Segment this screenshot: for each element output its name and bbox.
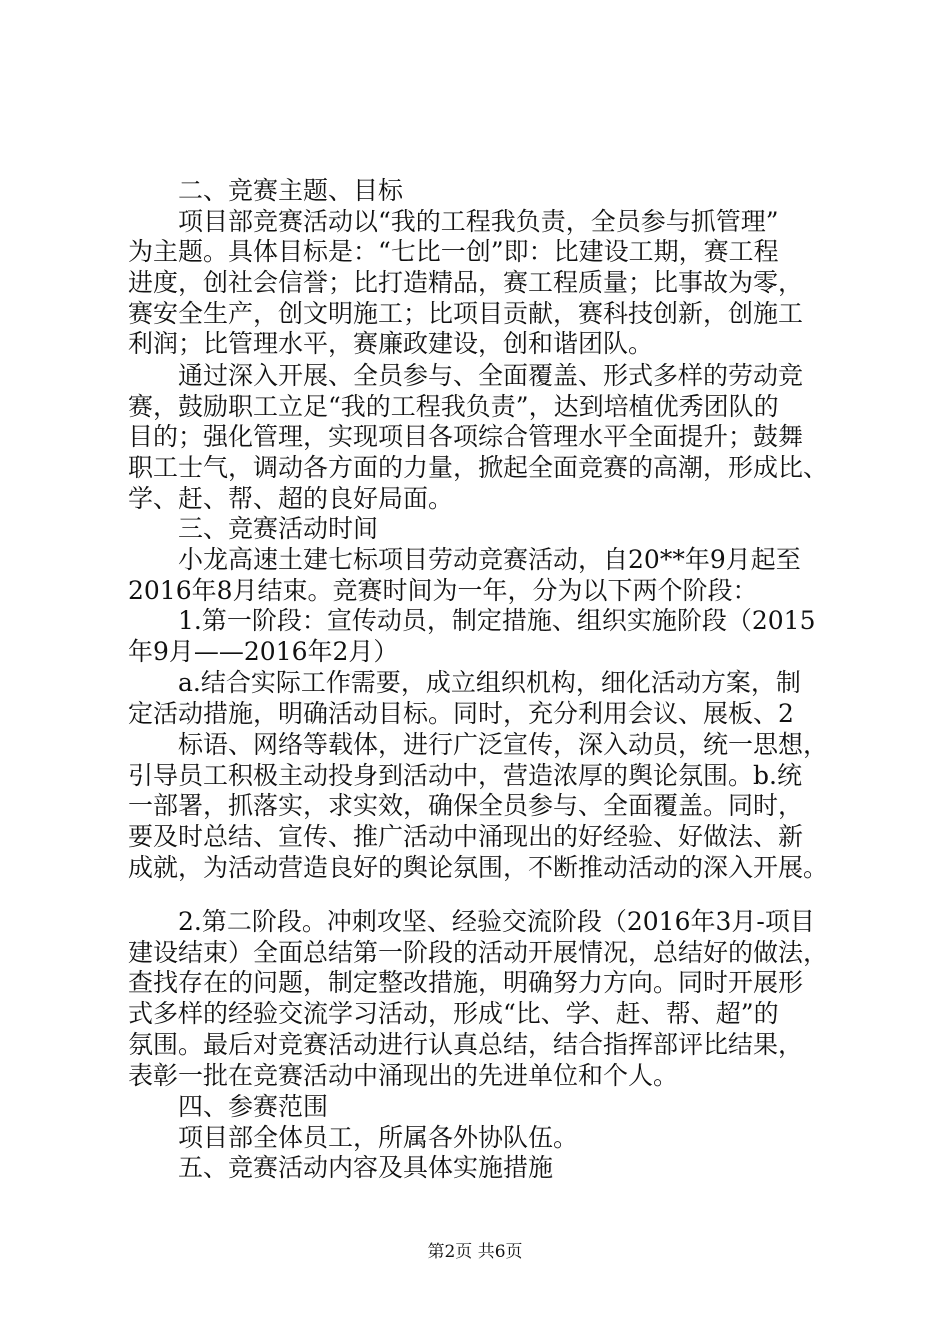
body-line: 查找存在的问题，制定整改措施，明确努力方向。同时开展形	[128, 968, 804, 997]
heading-theme-goals: 二、竞赛主题、目标	[128, 176, 404, 205]
body-line: 职工士气，调动各方面的力量，掀起全面竞赛的高潮，形成比、	[128, 453, 829, 482]
body-line: 项目部全体员工，所属各外协队伍。	[128, 1123, 579, 1152]
heading-competition-time: 三、竞赛活动时间	[128, 514, 379, 543]
body-line: 2.第二阶段。冲刺攻坚、经验交流阶段（2016年3月-项目	[128, 907, 815, 936]
body-line: 进度，创社会信誉；比打造精品，赛工程质量；比事故为零，	[128, 268, 804, 297]
body-line: 学、赶、帮、超的良好局面。	[128, 484, 454, 513]
body-line: 一部署，抓落实，求实效，确保全员参与、全面覆盖。同时，	[128, 791, 804, 820]
body-line: 氛围。最后对竞赛活动进行认真总结，结合指挥部评比结果，	[128, 1030, 804, 1059]
body-line: 利润；比管理水平，赛廉政建设，创和谐团队。	[128, 329, 654, 358]
body-line: 通过深入开展、全员参与、全面覆盖、形式多样的劳动竞	[128, 361, 804, 390]
body-line: a.结合实际工作需要，成立组织机构，细化活动方案，制	[128, 668, 801, 697]
body-line: 为主题。具体目标是：“七比一创”即：比建设工期，赛工程	[128, 237, 779, 266]
body-line: 项目部竞赛活动以“我的工程我负责，全员参与抓管理”	[128, 207, 779, 236]
heading-content-measures: 五、竞赛活动内容及具体实施措施	[128, 1153, 554, 1182]
body-line: 引导员工积极主动投身到活动中，营造浓厚的舆论氛围。b.统	[128, 761, 802, 790]
body-line: 要及时总结、宣传、推广活动中涌现出的好经验、好做法、新	[128, 822, 804, 851]
body-line: 赛，鼓励职工立足“我的工程我负责”，达到培植优秀团队的	[128, 392, 779, 421]
body-line: 2016年8月结束。竞赛时间为一年，分为以下两个阶段：	[128, 576, 758, 605]
body-line: 定活动措施，明确活动目标。同时，充分利用会议、展板、2	[128, 699, 794, 728]
body-line: 年9月——2016年2月）	[128, 637, 399, 666]
body-line: 赛安全生产，创文明施工；比项目贡献，赛科技创新，创施工	[128, 299, 804, 328]
body-line: 成就，为活动营造良好的舆论氛围，不断推动活动的深入开展。	[128, 853, 829, 882]
body-line: 标语、网络等载体，进行广泛宣传，深入动员，统一思想，	[128, 730, 829, 759]
body-line: 建设结束）全面总结第一阶段的活动开展情况，总结好的做法，	[128, 938, 829, 967]
body-line: 目的；强化管理，实现项目各项综合管理水平全面提升；鼓舞	[128, 422, 804, 451]
heading-participants: 四、参赛范围	[128, 1092, 329, 1121]
body-line: 表彰一批在竞赛活动中涌现出的先进单位和个人。	[128, 1061, 679, 1090]
body-line: 小龙高速土建七标项目劳动竞赛活动，自20**年9月起至	[128, 545, 801, 574]
body-line: 1.第一阶段：宣传动员，制定措施、组织实施阶段（2015	[128, 606, 816, 635]
body-line: 式多样的经验交流学习活动，形成“比、学、赶、帮、超”的	[128, 999, 779, 1028]
page-number-footer: 第2页 共6页	[427, 1242, 523, 1262]
